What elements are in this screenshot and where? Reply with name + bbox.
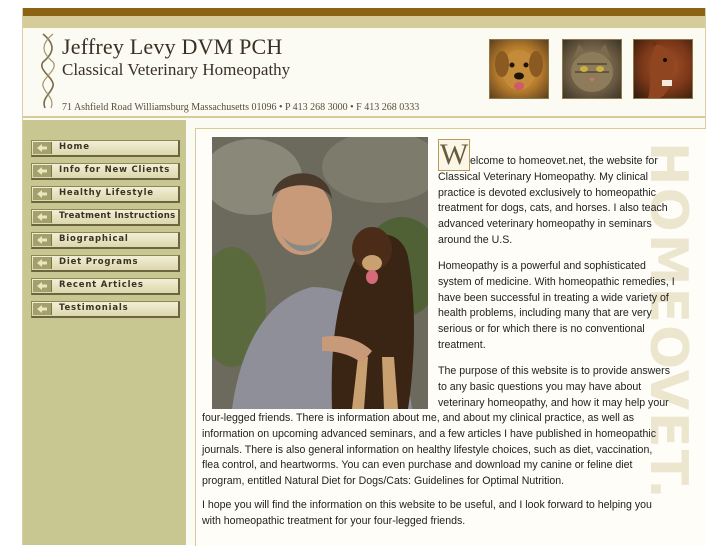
sidebar <box>23 120 186 545</box>
cat-photo <box>562 39 622 99</box>
nav-arrow-icon <box>33 234 52 246</box>
nav-label: Treatment Instructions <box>59 211 176 221</box>
text-line: information on upcoming advanced seminars, and a few articles I have published in homeopathic <box>202 427 657 440</box>
nav-item-diet-programs[interactable] <box>31 255 180 272</box>
nav-item-testimonials[interactable] <box>31 301 180 318</box>
nav-arrow-icon <box>33 303 52 315</box>
nav-item-recent-articles[interactable] <box>31 278 180 295</box>
text-line: four-legged friends. There is information about me, and about my clinical practice, as well as <box>202 412 635 424</box>
text-line: Homeopathy is a powerful and sophisticated <box>438 260 646 272</box>
text-line: to any basic questions you may have about <box>438 380 642 393</box>
dog-photo <box>489 39 549 99</box>
header-divider <box>23 116 705 118</box>
nav-item-healthy-lifestyle[interactable] <box>31 186 180 203</box>
text-line: treatment for dogs, cats, and horses. I also teach <box>438 202 668 215</box>
nav-label: Home <box>59 142 90 152</box>
text-line: journals. There is also general information on healthy lifestyle choices, such as diet, vaccination, <box>202 443 653 456</box>
text-line: elcome to homeovet.net, the website for <box>470 155 658 167</box>
intro-paragraph <box>438 154 688 249</box>
contact-address: 71 Ashfield Road Williamsburg Massachusetts 01096 • P 413 268 3000 • F 413 268 0333 <box>62 102 420 113</box>
text-line: advanced veterinary homeopathy in seminars <box>438 218 652 231</box>
nav-label: Recent Articles <box>59 280 144 290</box>
site-title: Jeffrey Levy DVM PCH <box>62 34 283 59</box>
text-line: I hope you will find the information on this website to be useful, and I look forward to helping you <box>202 499 652 511</box>
text-line: treatment. <box>438 338 486 351</box>
text-line: practice is devoted exclusively to homeopathic <box>438 186 656 199</box>
nav-arrow-icon <box>33 142 52 154</box>
top-bar <box>23 8 705 16</box>
nav-label: Testimonials <box>59 303 129 313</box>
text-line: flea control, and heartworms. You can even purchase and download my canine or feline diet <box>202 459 633 472</box>
homeovet-watermark: HOMEOVET. <box>638 142 698 501</box>
horse-photo <box>633 39 693 99</box>
nav-arrow-icon <box>33 188 52 200</box>
purpose-paragraph-wide <box>202 411 690 490</box>
nav-label: Healthy Lifestyle <box>59 188 154 198</box>
site-subtitle: Classical Veterinary Homeopathy <box>62 60 291 79</box>
text-line: around the U.S. <box>438 233 513 246</box>
text-line: system of medicine. With homeopathic remedies, I <box>438 275 675 288</box>
main-nav <box>31 140 180 324</box>
nav-arrow-icon <box>33 257 52 269</box>
text-line: Classical Veterinary Homeopathy. My clinical <box>438 170 648 183</box>
nav-arrow-icon <box>33 165 52 177</box>
nav-label: Info for New Clients <box>59 165 171 175</box>
nav-item-biographical[interactable] <box>31 232 180 249</box>
text-line: health problems, including many that are very <box>438 307 652 320</box>
dna-helix-icon <box>39 32 59 110</box>
nav-item-treatment-instructions[interactable] <box>31 209 180 226</box>
nav-item-info-for-new-clients[interactable] <box>31 163 180 180</box>
text-line: The purpose of this website is to provide answers <box>438 365 671 377</box>
text-line: program, entitled Natural Diet for Dogs/Cats: Guidelines for Optimal Nutrition. <box>202 475 565 488</box>
nav-item-home[interactable] <box>31 140 180 157</box>
purpose-paragraph-narrow <box>438 364 688 411</box>
nav-arrow-icon <box>33 280 52 292</box>
doctor-with-dog-photo <box>212 137 428 409</box>
nav-arrow-icon <box>33 211 52 223</box>
text-line: serious or for which there is no conventional <box>438 323 645 336</box>
closing-paragraph <box>202 498 690 530</box>
homeopathy-paragraph <box>438 259 688 354</box>
top-band <box>23 16 705 28</box>
text-line: have been successful in treating a wide variety of <box>438 291 669 304</box>
dropcap-letter: W <box>439 138 469 171</box>
nav-label: Diet Programs <box>59 257 139 267</box>
text-line: with homeopathic treatment for your four-legged friends. <box>202 514 466 527</box>
site-header <box>23 28 705 116</box>
nav-label: Biographical <box>59 234 129 244</box>
text-line: veterinary homeopathy, and how it may help your <box>438 396 669 409</box>
